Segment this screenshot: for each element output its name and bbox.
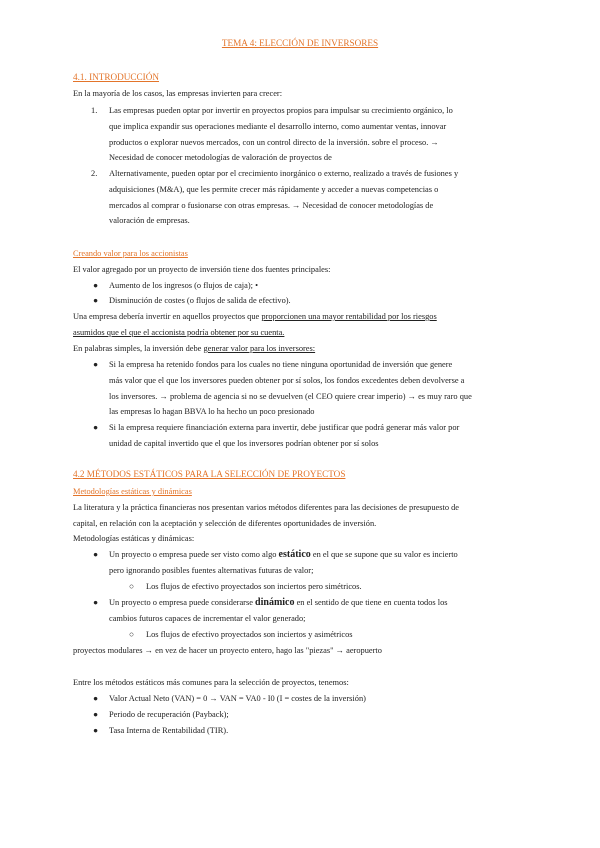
list-item-1-line: Las empresas pueden optar por invertir en proyectos propios para impulsar su crecimiento orgánico, lo xyxy=(109,106,453,115)
value-subheading: Creando valor para los accionistas xyxy=(73,249,188,258)
bullet-text: Tasa Interna de Rentabilidad (TIR). xyxy=(109,726,229,735)
value-paragraph-line: Una empresa debería invertir en aquellos proyectos que proporcionen una mayor rentabilidad por los riesgos xyxy=(73,312,437,321)
sub-bullet-icon: ○ xyxy=(129,630,135,639)
underlined-text: proporcionen una mayor rentabilidad por los riesgos xyxy=(261,312,437,321)
bullet-text: más valor que el que los inversores pueden obtener por sí solos, los fondos excedentes deben devolverse a xyxy=(109,376,465,385)
bullet-icon: ● xyxy=(93,598,99,607)
list-item-2-line: mercados al comprar o fusionarse con otras empresas. → Necesidad de conocer metodologías de xyxy=(109,201,434,210)
list-item-2-line: adquisiciones (M&A), que les permite crecer más rápidamente y acceder a nuevas competencias o xyxy=(109,185,439,194)
bullet-text: Aumento de los ingresos (o flujos de caja); • xyxy=(109,281,258,290)
methods-paragraph-line: Entre los métodos estáticos más comunes para la selección de proyectos, tenemos: xyxy=(73,678,349,687)
bullet-icon: ● xyxy=(93,694,99,703)
list-item-2-line: valoración de empresas. xyxy=(109,216,190,225)
sub-bullet-text: Los flujos de efectivo proyectados son inciertos y asimétricos xyxy=(146,630,353,639)
list-item-1-line: Necesidad de conocer metodologías de valoración de proyectos de xyxy=(109,153,332,162)
methods-paragraph-line: capital, en relación con la aceptación y selección de diferentes oportunidades de inversión. xyxy=(73,519,377,528)
underlined-text: asumidos que el que el accionista podría obtener por su cuenta. xyxy=(73,328,285,337)
sub-bullet-text: Los flujos de efectivo proyectados son inciertos pero simétricos. xyxy=(146,582,362,591)
list-number-2: 2. xyxy=(91,169,98,178)
bullet-icon: ● xyxy=(93,550,99,559)
list-number-1: 1. xyxy=(91,106,98,115)
emphasis-static: estático xyxy=(278,549,311,560)
bullet-text: cambios futuros capaces de incrementar el valor generado; xyxy=(109,614,306,623)
bullet-icon: ● xyxy=(93,726,99,735)
bullet-text: las empresas lo hagan BBVA lo ha hecho un poco presionado xyxy=(109,407,315,416)
list-item-1-line: productos o explorar nuevos mercados, con un control directo de la inversión. sobre el proceso. → xyxy=(109,138,439,147)
methods-subheading: Metodologías estáticas y dinámicas xyxy=(73,487,192,496)
bullet-text: Si la empresa ha retenido fondos para los cuales no tiene ninguna oportunidad de inversión que genere xyxy=(109,360,453,369)
sub-bullet-icon: ○ xyxy=(129,582,135,591)
bullet-icon: ● xyxy=(93,423,99,432)
bullet-text: Periodo de recuperación (Payback); xyxy=(109,710,229,719)
value-paragraph-line: El valor agregado por un proyecto de inversión tiene dos fuentes principales: xyxy=(73,265,331,274)
bullet-icon: ● xyxy=(93,281,99,290)
emphasis-dynamic: dinámico xyxy=(255,597,295,608)
bullet-text: Disminución de costes (o flujos de salida de efectivo). xyxy=(109,296,291,305)
bullet-text: Un proyecto o empresa puede considerarse dinámico en el sentido de que tiene en cuenta todos los xyxy=(109,597,448,608)
underlined-text: generar valor para los inversores: xyxy=(203,344,316,353)
section-4-2-heading: 4.2 MÉTODOS ESTÁTICOS PARA LA SELECCIÓN DE PROYECTOS xyxy=(73,469,346,479)
bullet-text: los inversores. → problema de agencia si no se devuelven (el CEO quiere crear imperio) → es muy raro que xyxy=(109,392,472,401)
list-item-2-line: Alternativamente, pueden optar por el crecimiento inorgánico o externo, realizado a través de fusiones y xyxy=(109,169,459,178)
methods-paragraph-line: La literatura y la práctica financieras nos presentan varios métodos diferentes para las decisiones de presupuesto de xyxy=(73,503,460,512)
bullet-icon: ● xyxy=(93,360,99,369)
section-4-1-heading: 4.1. INTRODUCCIÓN xyxy=(73,72,160,82)
bullet-text: Si la empresa requiere financiación externa para invertir, debe justificar que podrá generar más valor por xyxy=(109,423,460,432)
bullet-text: unidad de capital invertido que el que los inversores podrían obtener por sí solos xyxy=(109,439,379,448)
bullet-text: Un proyecto o empresa puede ser visto como algo estático en el que se supone que su valor es incierto xyxy=(109,549,458,560)
list-item-1-line: que implica expandir sus operaciones mediante el desarrollo interno, como aumentar ventas, innovar xyxy=(109,122,447,131)
intro-text: En la mayoría de los casos, las empresas invierten para crecer: xyxy=(73,89,283,98)
methods-paragraph-line: Metodologías estáticas y dinámicas: xyxy=(73,534,195,543)
bullet-text: Valor Actual Neto (VAN) = 0 → VAN = VA0 - I0 (I = costes de la inversión) xyxy=(109,694,366,703)
bullet-icon: ● xyxy=(93,296,99,305)
bullet-icon: ● xyxy=(93,710,99,719)
value-paragraph-line: En palabras simples, la inversión debe generar valor para los inversores: xyxy=(73,344,316,353)
bullet-text: pero ignorando posibles fuentes alternativas futuras de valor; xyxy=(109,566,314,575)
document-title: TEMA 4: ELECCIÓN DE INVERSORES xyxy=(221,38,379,48)
modular-note: proyectos modulares → en vez de hacer un proyecto entero, hago las "piezas" → aeropuerto xyxy=(73,646,382,655)
